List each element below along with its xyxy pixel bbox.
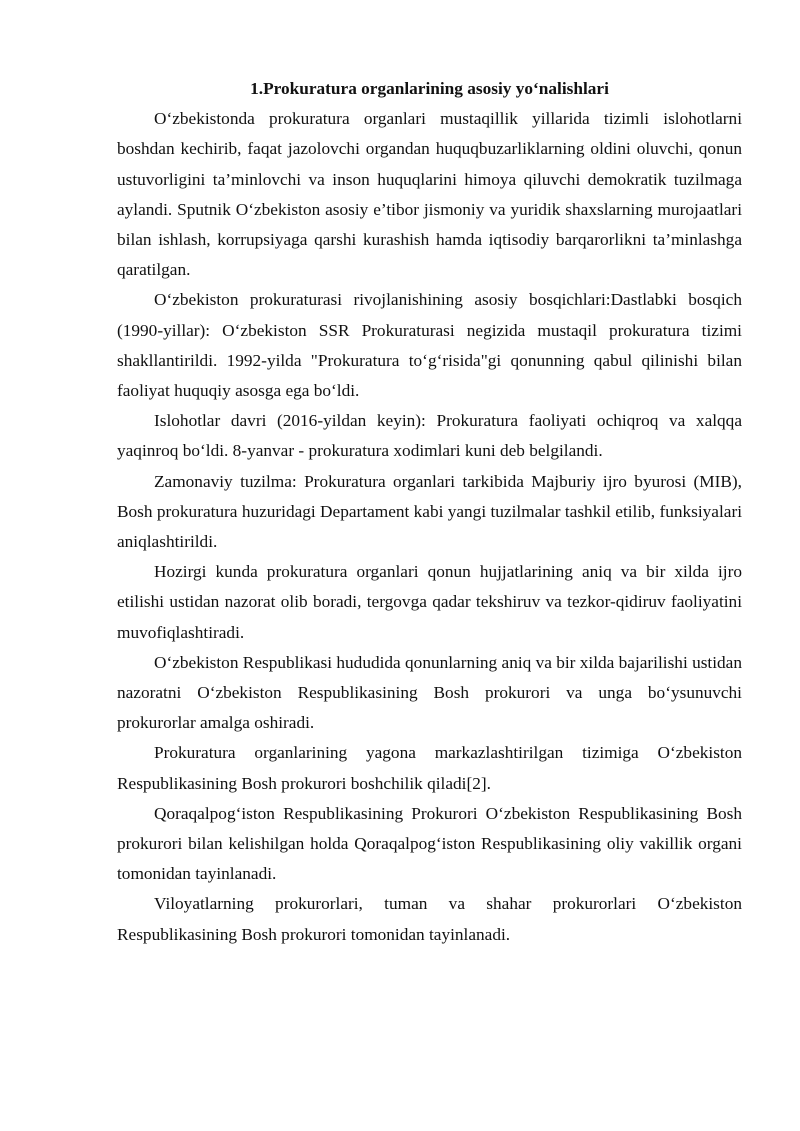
section-title: 1.Prokuratura organlarining asosiy yo‘nalishlari [250,79,609,98]
document-body [117,74,742,950]
paragraph: Prokuratura organlarining yagona markazlashtirilgan tizimiga O‘zbekiston Respublikasining Bosh prokurori boshchilik qiladi[2]. [117,743,742,793]
paragraph: Viloyatlarning prokurorlari, tuman va shahar prokurorlari O‘zbekiston Respublikasining Bosh prokurori tomonidan tayinlanadi. [117,894,742,944]
paragraph: O‘zbekiston Respublikasi hududida qonunlarning aniq va bir xilda bajarilishi ustidan nazoratni O‘zbekiston Respublikasining Bosh prokurori va unga bo‘ysunuvchi prokurorlar amalga oshiradi. [117,652,742,733]
paragraph: Qoraqalpog‘iston Respublikasining Prokurori O‘zbekiston Respublikasining Bosh prokurori bilan kelishilgan holda Qoraqalpog‘iston Respublikasining oliy vakillik organi tomonidan tayinlanadi. [117,803,742,884]
paragraph: O‘zbekiston prokuraturasi rivojlanishining asosiy bosqichlari:Dastlabki bosqich (1990-yillar): O‘zbekiston SSR Prokuraturasi negizida mustaqil prokuratura tizimi shakllantirildi. 1992-yilda "Prokuratura to‘g‘risida"gi qonunning qabul qilinishi bilan faoliyat huquqiy asosga ega bo‘ldi. [117,290,742,401]
paragraph: Islohotlar davri (2016-yildan keyin): Prokuratura faoliyati ochiqroq va xalqqa yaqinroq bo‘ldi. 8-yanvar - prokuratura xodimlari kuni deb belgilandi. [117,411,742,461]
paragraph: Hozirgi kunda prokuratura organlari qonun hujjatlarining aniq va bir xilda ijro etilishi ustidan nazorat olib boradi, tergovga qadar tekshiruv va tezkor-qidiruv faoliyatini muvofiqlashtiradi. [117,562,742,642]
paragraph: Zamonaviy tuzilma: Prokuratura organlari tarkibida Majburiy ijro byurosi (MIB), Bosh prokuratura huzuridagi Departament kabi yangi tuzilmalar tashkil etilib, funksiyalari aniqlashtirildi. [117,471,742,552]
paragraph: O‘zbekistonda prokuratura organlari mustaqillik yillarida tizimli islohotlarni boshdan kechirib, faqat jazolovchi organdan huquqbuzarliklarning oldini oluvchi, qonun ustuvorligini ta’minlovchi va inson huquqlarini himoya qiluvchi demokratik tuzilmaga aylandi. Sputnik O‘zbekiston asosiy e’tibor jismoniy va yuridik shaxslarning murojaatlari bilan ishlash, korrupsiyaga qarshi kurashish hamda iqtisodiy barqarorlikni ta’minlashga qaratilgan. [117,109,742,280]
